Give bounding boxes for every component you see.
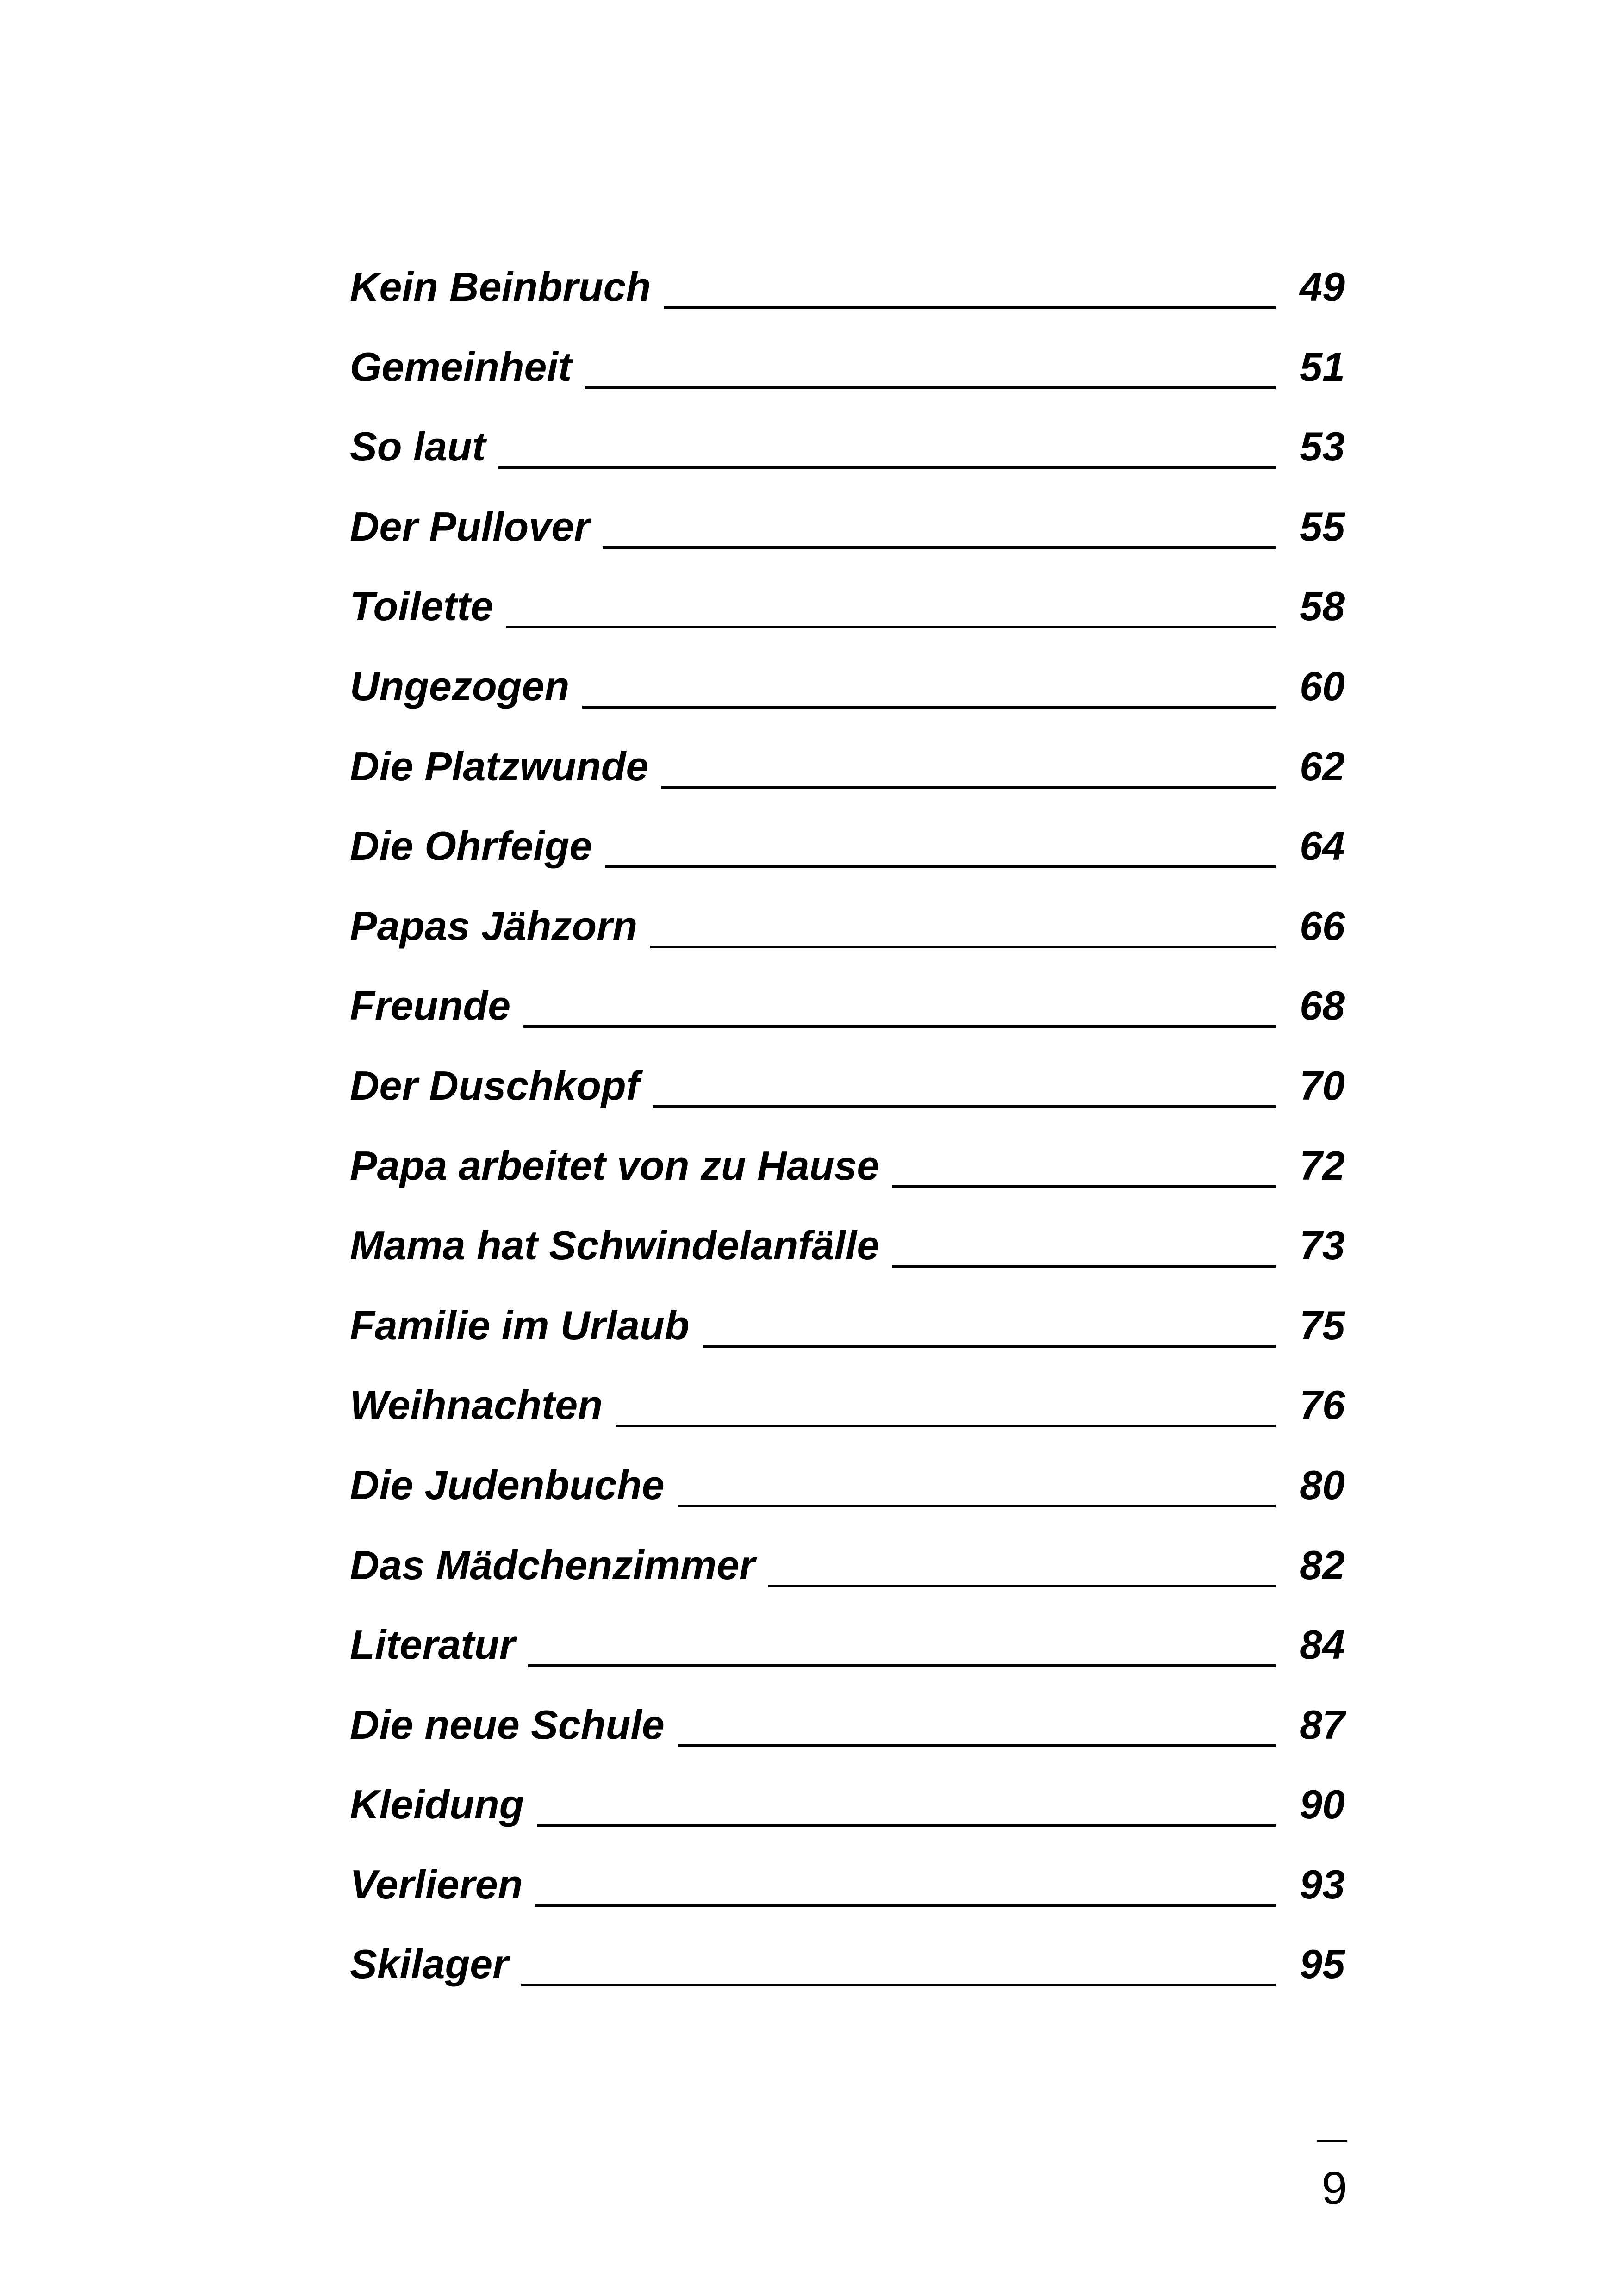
toc-leader-line xyxy=(498,466,1276,469)
toc-entry-page: 76 xyxy=(1300,1382,1345,1428)
toc-entry-page: 84 xyxy=(1300,1622,1345,1668)
toc-entry-page: 49 xyxy=(1300,264,1345,310)
toc-entry xyxy=(350,1058,1345,1138)
toc-leader-line xyxy=(653,1105,1276,1108)
toc-entry-title: Die neue Schule xyxy=(350,1701,665,1748)
toc-entry-page: 73 xyxy=(1300,1222,1345,1269)
toc-entry-title: Kleidung xyxy=(350,1781,524,1828)
toc-leader-line xyxy=(678,1744,1276,1747)
toc-entry-title: Ungezogen xyxy=(350,663,570,709)
toc-entry-page: 75 xyxy=(1300,1302,1345,1348)
toc-leader-line xyxy=(892,1185,1276,1188)
toc-entry-page: 53 xyxy=(1300,423,1345,470)
toc-entry-page: 72 xyxy=(1300,1142,1345,1188)
toc-leader-line xyxy=(661,786,1276,789)
toc-leader-line xyxy=(678,1505,1276,1507)
toc-leader-line xyxy=(892,1265,1276,1268)
toc-entry xyxy=(350,898,1345,978)
toc-entry-title: Weihnachten xyxy=(350,1382,603,1428)
toc-entry-title: Der Pullover xyxy=(350,503,590,549)
toc-entry-title: Papas Jähzorn xyxy=(350,902,638,949)
toc-entry xyxy=(350,978,1345,1058)
toc-entry xyxy=(350,579,1345,659)
toc-leader-line xyxy=(664,306,1276,309)
toc-leader-line xyxy=(605,865,1276,868)
toc-entry-page: 90 xyxy=(1300,1781,1345,1828)
toc-entry xyxy=(350,1697,1345,1777)
toc-entry-title: Kein Beinbruch xyxy=(350,264,651,310)
toc-leader-line xyxy=(528,1664,1276,1667)
toc-entry-title: Die Platzwunde xyxy=(350,743,649,789)
toc-entry xyxy=(350,499,1345,579)
page-number-rule xyxy=(1317,2140,1347,2142)
toc-entry xyxy=(350,818,1345,898)
toc-entry-title: Toilette xyxy=(350,583,493,629)
toc-leader-line xyxy=(506,626,1276,628)
toc-leader-line xyxy=(582,706,1276,709)
toc-entry-title: Familie im Urlaub xyxy=(350,1302,690,1348)
toc-entry-page: 68 xyxy=(1300,983,1345,1029)
toc-entry-page: 93 xyxy=(1300,1861,1345,1907)
toc-entry xyxy=(350,659,1345,739)
toc-entry xyxy=(350,1777,1345,1857)
toc-entry xyxy=(350,1457,1345,1537)
toc-entry xyxy=(350,259,1345,339)
toc-leader-line xyxy=(537,1824,1276,1827)
toc-entry xyxy=(350,339,1345,419)
toc-entry-page: 51 xyxy=(1300,343,1345,390)
toc-entry-title: Das Mädchenzimmer xyxy=(350,1542,755,1588)
toc-entry-title: Der Duschkopf xyxy=(350,1062,640,1108)
toc-leader-line xyxy=(650,946,1276,948)
toc-entry-title: Mama hat Schwindelanfälle xyxy=(350,1222,880,1269)
page-number: 9 xyxy=(1321,2162,1347,2214)
toc-leader-line xyxy=(703,1345,1276,1348)
toc-entry-page: 82 xyxy=(1300,1542,1345,1588)
toc-entry-page: 70 xyxy=(1300,1062,1345,1108)
toc-entry xyxy=(350,1617,1345,1697)
toc-leader-line xyxy=(616,1425,1276,1427)
toc-leader-line xyxy=(603,546,1276,549)
toc-entry xyxy=(350,1857,1345,1937)
toc-leader-line xyxy=(585,386,1276,389)
toc-entry xyxy=(350,1377,1345,1457)
toc-entry-page: 55 xyxy=(1300,503,1345,549)
toc-leader-line xyxy=(535,1904,1276,1907)
toc-entry-title: Papa arbeitet von zu Hause xyxy=(350,1142,880,1188)
toc-entry-page: 64 xyxy=(1300,823,1345,869)
toc-entry-title: So laut xyxy=(350,423,486,470)
toc-entry-title: Skilager xyxy=(350,1941,509,1987)
toc-entry-page: 87 xyxy=(1300,1701,1345,1748)
toc-entry xyxy=(350,1936,1345,2016)
toc-entry-page: 95 xyxy=(1300,1941,1345,1987)
toc-entry-title: Verlieren xyxy=(350,1861,523,1907)
toc-leader-line xyxy=(768,1585,1276,1587)
table-of-contents xyxy=(350,259,1345,2016)
toc-entry-page: 62 xyxy=(1300,743,1345,789)
toc-leader-line xyxy=(521,1984,1276,1986)
toc-entry xyxy=(350,1298,1345,1378)
toc-entry-page: 60 xyxy=(1300,663,1345,709)
toc-entry-page: 66 xyxy=(1300,902,1345,949)
toc-entry xyxy=(350,739,1345,819)
toc-entry-title: Gemeinheit xyxy=(350,343,572,390)
toc-entry xyxy=(350,1537,1345,1618)
toc-entry xyxy=(350,1218,1345,1298)
toc-entry-page: 80 xyxy=(1300,1462,1345,1508)
toc-entry xyxy=(350,419,1345,499)
toc-entry-title: Die Judenbuche xyxy=(350,1462,665,1508)
toc-entry-title: Freunde xyxy=(350,983,511,1029)
toc-entry xyxy=(350,1138,1345,1218)
toc-entry-title: Die Ohrfeige xyxy=(350,823,592,869)
toc-entry-title: Literatur xyxy=(350,1622,515,1668)
toc-leader-line xyxy=(523,1025,1276,1028)
toc-entry-page: 58 xyxy=(1300,583,1345,629)
